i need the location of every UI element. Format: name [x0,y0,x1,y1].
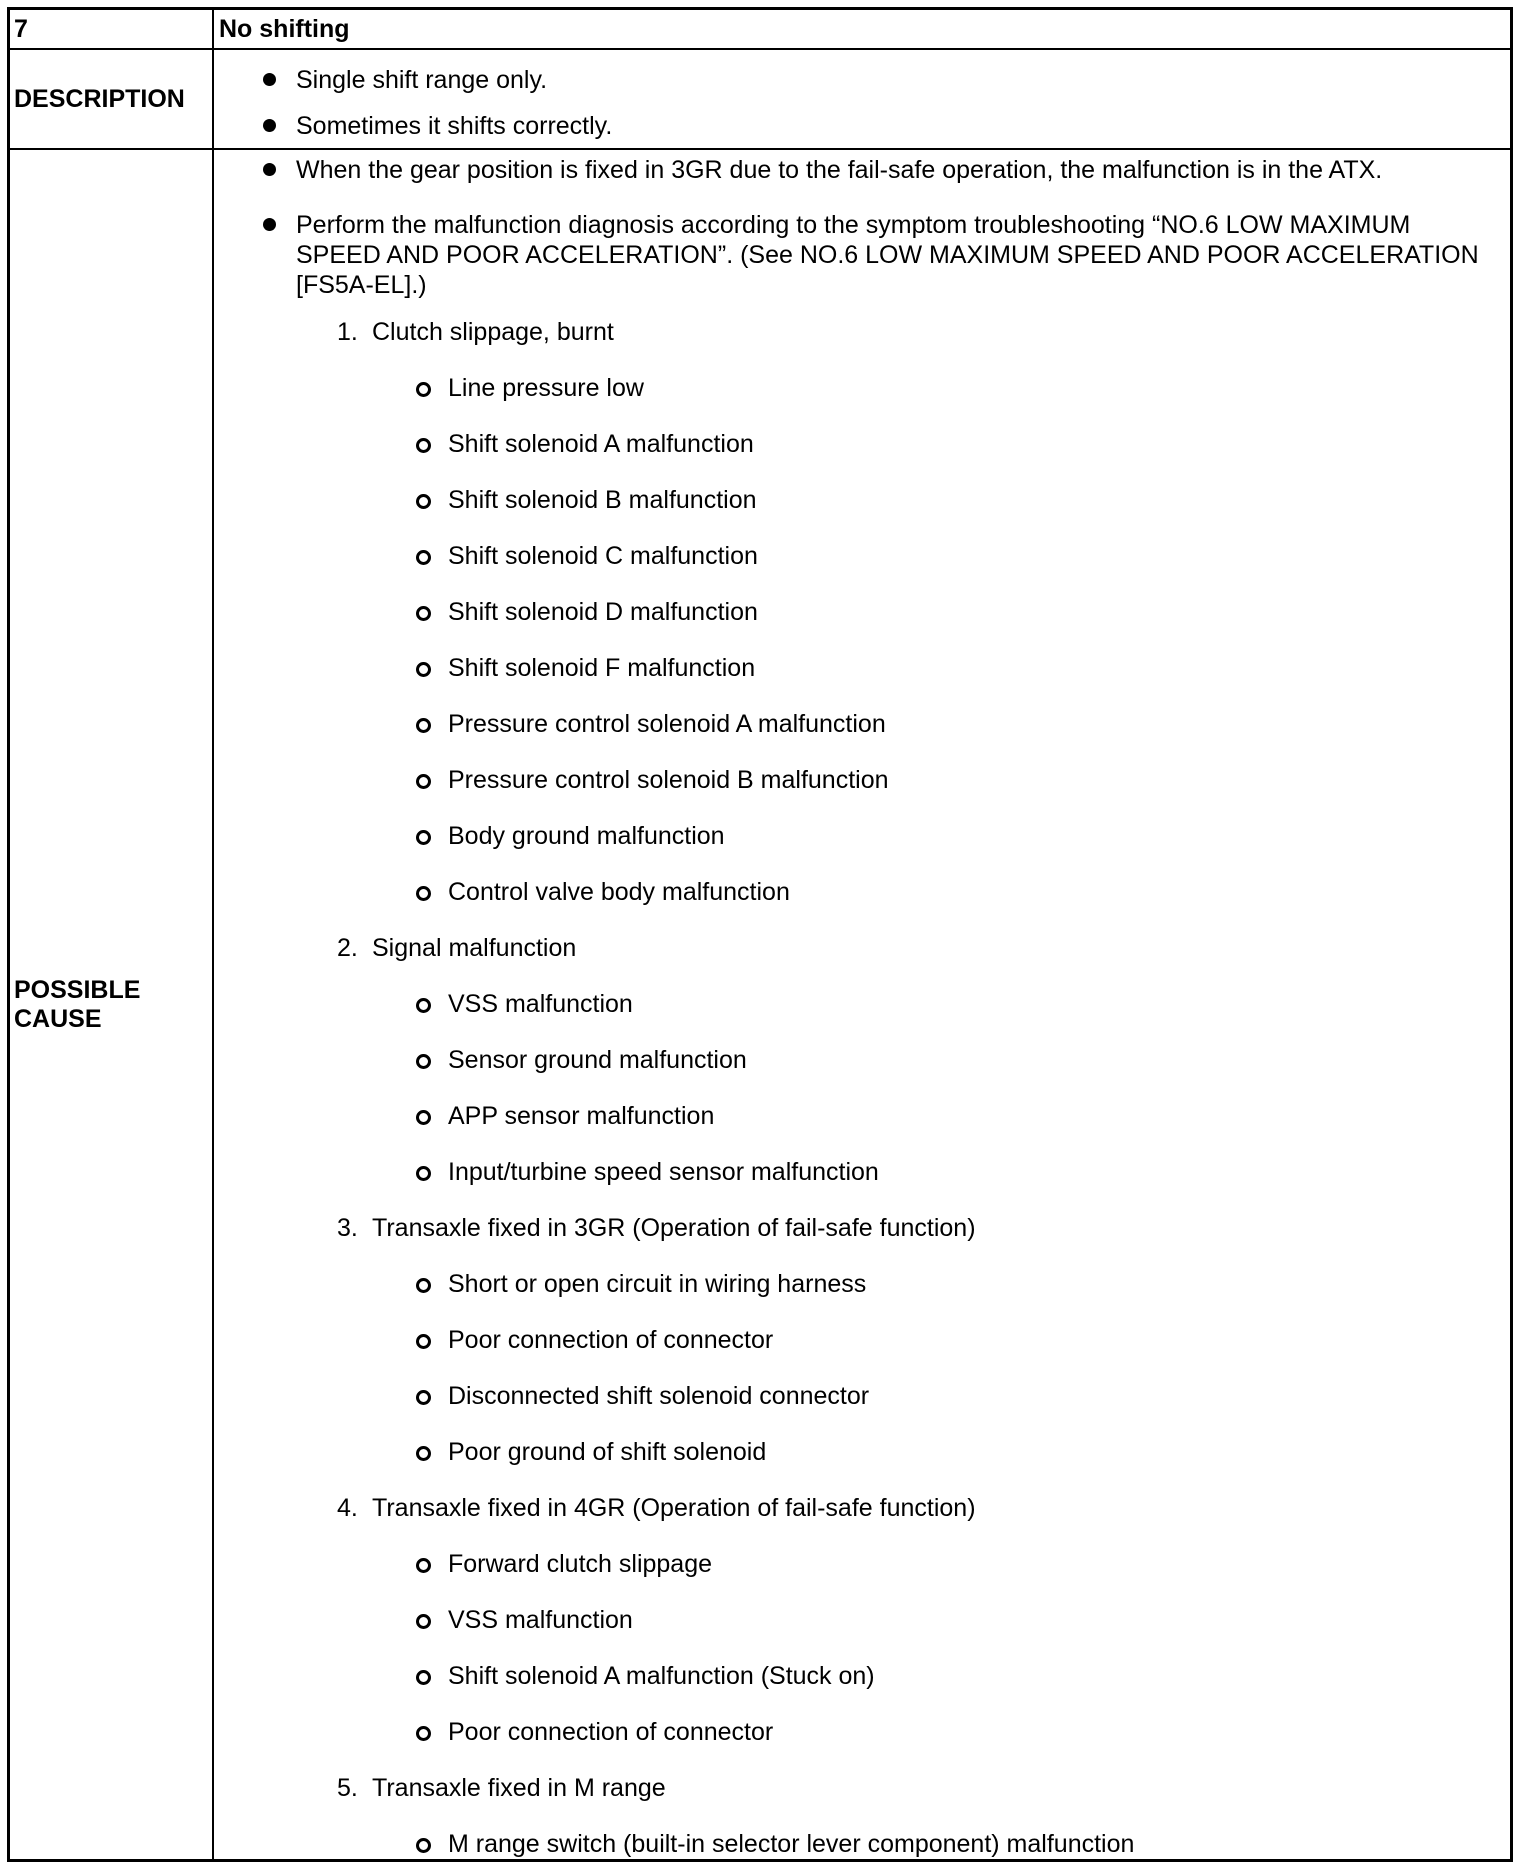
circle-bullet-icon [416,494,431,509]
item-number: 5. [337,1774,358,1802]
numbered-item [217,317,1500,347]
sub-item [217,1325,1500,1355]
circle-bullet-icon [416,774,431,789]
sub-item [217,373,1500,403]
circle-bullet-icon [416,438,431,453]
item-number: 2. [337,934,358,962]
numbered-item-label: Transaxle fixed in 3GR (Operation of fail-safe function) [372,1214,976,1242]
sub-item-text: Sensor ground malfunction [448,1046,747,1074]
circle-bullet-icon [416,1054,431,1069]
sub-item [217,429,1500,459]
list-item [217,210,1500,300]
cause-groups [217,317,1500,1859]
sub-item [217,821,1500,851]
header-row [9,9,1512,50]
circle-bullet-icon [416,718,431,733]
circle-bullet-icon [416,1110,431,1125]
description-row [9,49,1512,149]
description-label: DESCRIPTION [9,49,214,149]
sub-item-text: Control valve body malfunction [448,878,790,906]
circle-bullet-icon [416,1166,431,1181]
sub-item-text: VSS malfunction [448,990,633,1018]
possible-cause-content [213,149,1512,1861]
possible-cause-label [9,149,214,1861]
sub-item-text: Forward clutch slippage [448,1550,713,1578]
sub-item [217,1269,1500,1299]
list-item [217,65,1500,95]
sub-item [217,653,1500,683]
circle-bullet-icon [416,830,431,845]
circle-bullet-icon [416,998,431,1013]
sub-item-text: Shift solenoid A malfunction [448,430,754,458]
sub-item-text: Body ground malfunction [448,822,725,850]
row-number: 7 [9,9,214,50]
list-item [217,155,1500,185]
bullet-icon [263,163,276,176]
sub-item-text: Short or open circuit in wiring harness [448,1270,867,1298]
numbered-item-label: Clutch slippage, burnt [372,318,614,346]
sub-item [217,485,1500,515]
circle-bullet-icon [416,550,431,565]
numbered-item [217,1773,1500,1803]
sub-item-text: Shift solenoid A malfunction (Stuck on) [448,1662,875,1690]
sub-item [217,765,1500,795]
sub-item [217,989,1500,1019]
numbered-item [217,1213,1500,1243]
sub-item [217,1101,1500,1131]
numbered-item-label: Signal malfunction [372,934,577,962]
cause-bullet-text: Perform the malfunction diagnosis according to the symptom troubleshooting “NO.6 LOW MAXIMUM SPEED AND POOR ACCELERATION”. (See NO.6 LOW MAXIMUM SPEED AND POOR ACCELERATION [FS5A-EL].) [296,211,1479,299]
description-item-text: Single shift range only. [296,66,548,94]
sub-item-text: Poor connection of connector [448,1718,774,1746]
numbered-item [217,1493,1500,1523]
circle-bullet-icon [416,1838,431,1853]
sub-item-text: Poor ground of shift solenoid [448,1438,767,1466]
sub-item-text: Disconnected shift solenoid connector [448,1382,870,1410]
circle-bullet-icon [416,1334,431,1349]
sub-item-text: Shift solenoid F malfunction [448,654,756,682]
circle-bullet-icon [416,1278,431,1293]
sub-item-text: Pressure control solenoid A malfunction [448,710,886,738]
item-number: 3. [337,1214,358,1242]
item-number: 4. [337,1494,358,1522]
list-item [217,111,1500,141]
diagnosis-table [7,7,1513,1862]
possible-cause-row [9,149,1512,1861]
possible-cause-label-text: POSSIBLE CAUSE [14,975,141,1033]
sub-item-text: Input/turbine speed sensor malfunction [448,1158,879,1186]
sub-item-text: Shift solenoid D malfunction [448,598,758,626]
sub-item [217,1829,1500,1859]
circle-bullet-icon [416,1670,431,1685]
circle-bullet-icon [416,662,431,677]
sub-item [217,597,1500,627]
sub-item [217,1381,1500,1411]
numbered-item-label: Transaxle fixed in 4GR (Operation of fail-safe function) [372,1494,976,1522]
sub-item-text: Poor connection of connector [448,1326,774,1354]
cause-bullet-text: When the gear position is fixed in 3GR due to the fail-safe operation, the malfunction is in the ATX. [296,156,1383,184]
sub-item-text: Line pressure low [448,374,644,402]
circle-bullet-icon [416,606,431,621]
bullet-icon [263,119,276,132]
circle-bullet-icon [416,1390,431,1405]
bullet-icon [263,73,276,86]
sub-item [217,1717,1500,1747]
sub-item [217,1157,1500,1187]
sub-item-text: VSS malfunction [448,1606,633,1634]
description-item-text: Sometimes it shifts correctly. [296,112,613,140]
bullet-icon [263,218,276,231]
numbered-item [217,933,1500,963]
circle-bullet-icon [416,1558,431,1573]
sub-item [217,1605,1500,1635]
circle-bullet-icon [416,382,431,397]
sub-item [217,541,1500,571]
circle-bullet-icon [416,1446,431,1461]
circle-bullet-icon [416,1726,431,1741]
sub-item-text: Shift solenoid B malfunction [448,486,757,514]
sub-item [217,1045,1500,1075]
symptom-title: No shifting [213,9,1512,50]
sub-item-text: Shift solenoid C malfunction [448,542,758,570]
sub-item-text: APP sensor malfunction [448,1102,715,1130]
sub-item [217,1549,1500,1579]
circle-bullet-icon [416,886,431,901]
item-number: 1. [337,318,358,346]
sub-item [217,877,1500,907]
circle-bullet-icon [416,1614,431,1629]
numbered-item-label: Transaxle fixed in M range [372,1774,666,1802]
sub-item [217,1437,1500,1467]
sub-item-text: M range switch (built-in selector lever component) malfunction [448,1830,1135,1858]
sub-item-text: Pressure control solenoid B malfunction [448,766,889,794]
description-content [213,49,1512,149]
sub-item [217,1661,1500,1691]
sub-item [217,709,1500,739]
